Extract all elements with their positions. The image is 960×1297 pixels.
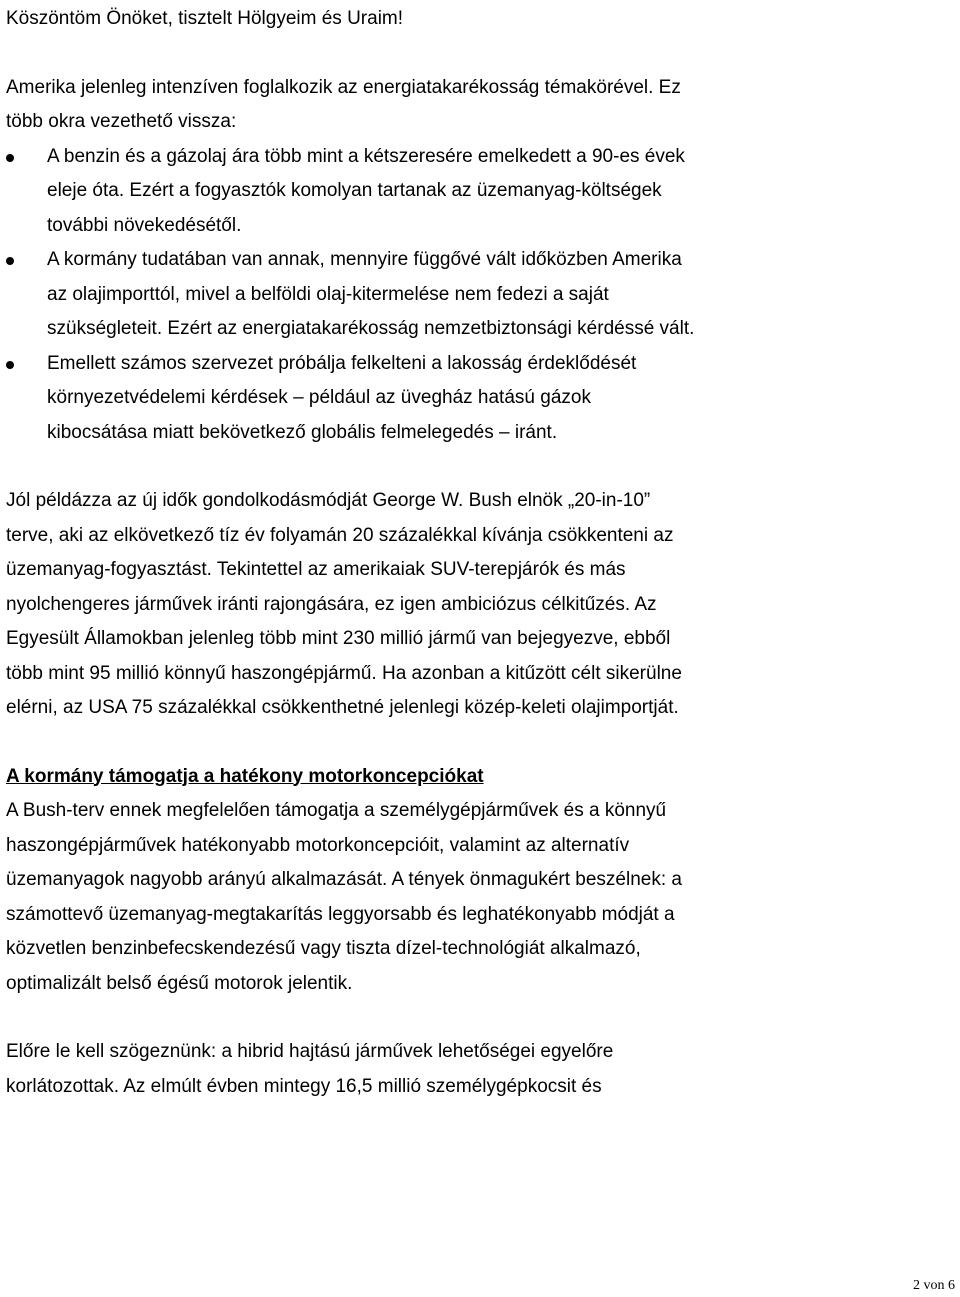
list-item: [6, 347, 696, 451]
reasons-list: [6, 140, 696, 451]
list-item-text: A kormány tudatában van annak, mennyire függővé vált időközben Amerika az olajimporttól, mivel a belföldi olaj-kitermelése nem fedezi a saját szükségleteit. Ezért az energiatakarékosság nemzetbiztonsági kérdéssé vált.: [47, 249, 695, 339]
engine-concepts-paragraph: A Bush-terv ennek megfelelően támogatja a személygépjárművek és a könnyű haszongépjárművek hatékonyabb motorkoncepcióit, valamint az alternatív üzemanyagok nagyobb arányú alkalmazását. A tények önmagukért beszélnek: a számottevő üzemanyag-megtakarítás leggyorsabb és leghatékonyabb módját a közvetlen benzinbefecskendezésű vagy tiszta dízel-technológiát alkalmazó, optimalizált belső égésű motorok jelentik.: [6, 800, 682, 994]
list-item-text: Emellett számos szervezet próbálja felkelteni a lakosság érdeklődését környezetvédelemi kérdések – például az üvegház hatású gázok kibocsátása miatt bekövetkező globális felmelegedés – iránt.: [47, 352, 637, 443]
page-number: 2 von 6: [913, 1278, 955, 1293]
bullet-dot-icon: [6, 154, 14, 162]
list-item: [6, 140, 696, 244]
bullet-dot-icon: [6, 361, 14, 369]
bush-plan-paragraph: Jól példázza az új idők gondolkodásmódját George W. Bush elnök „20-in-10” terve, aki az elkövetkező tíz év folyamán 20 százalékkal kívánja csökkenteni az üzemanyag-fogyasztást. Tekintettel az amerikaiak SUV-terepjárók és más nyolchengeres járművek iránti rajongására, ez igen ambiciózus célkitűzés. Az Egyesült Államokban jelenleg több mint 230 millió jármű van bejegyezve, ebből több mint 95 millió könnyű haszongépjármű. Ha azonban a kitűzött célt sikerülne elérni, az USA 75 százalékkal csökkenthetné jelenlegi közép-keleti olajimportját.: [6, 490, 682, 718]
document-page: [6, 2, 696, 1104]
list-item: [6, 243, 696, 347]
hybrid-paragraph: Előre le kell szögeznünk: a hibrid hajtású járművek lehetőségei egyelőre korlátozottak. Az elmúlt évben mintegy 16,5 millió személygépkocsit és: [6, 1041, 614, 1097]
bullet-dot-icon: [6, 257, 14, 265]
greeting-line: Köszöntöm Önöket, tisztelt Hölgyeim és Uraim!: [6, 8, 404, 29]
list-item-text: A benzin és a gázolaj ára több mint a kétszeresére emelkedett a 90-es évek eleje óta. Ezért a fogyasztók komolyan tartanak az üzemanyag-költségek további növekedésétől.: [47, 145, 685, 236]
intro-paragraph: Amerika jelenleg intenzíven foglalkozik az energiatakarékosság témakörével. Ez több okra vezethető vissza:: [6, 76, 681, 132]
section-heading: A kormány támogatja a hatékony motorkoncepciókat: [6, 765, 484, 787]
